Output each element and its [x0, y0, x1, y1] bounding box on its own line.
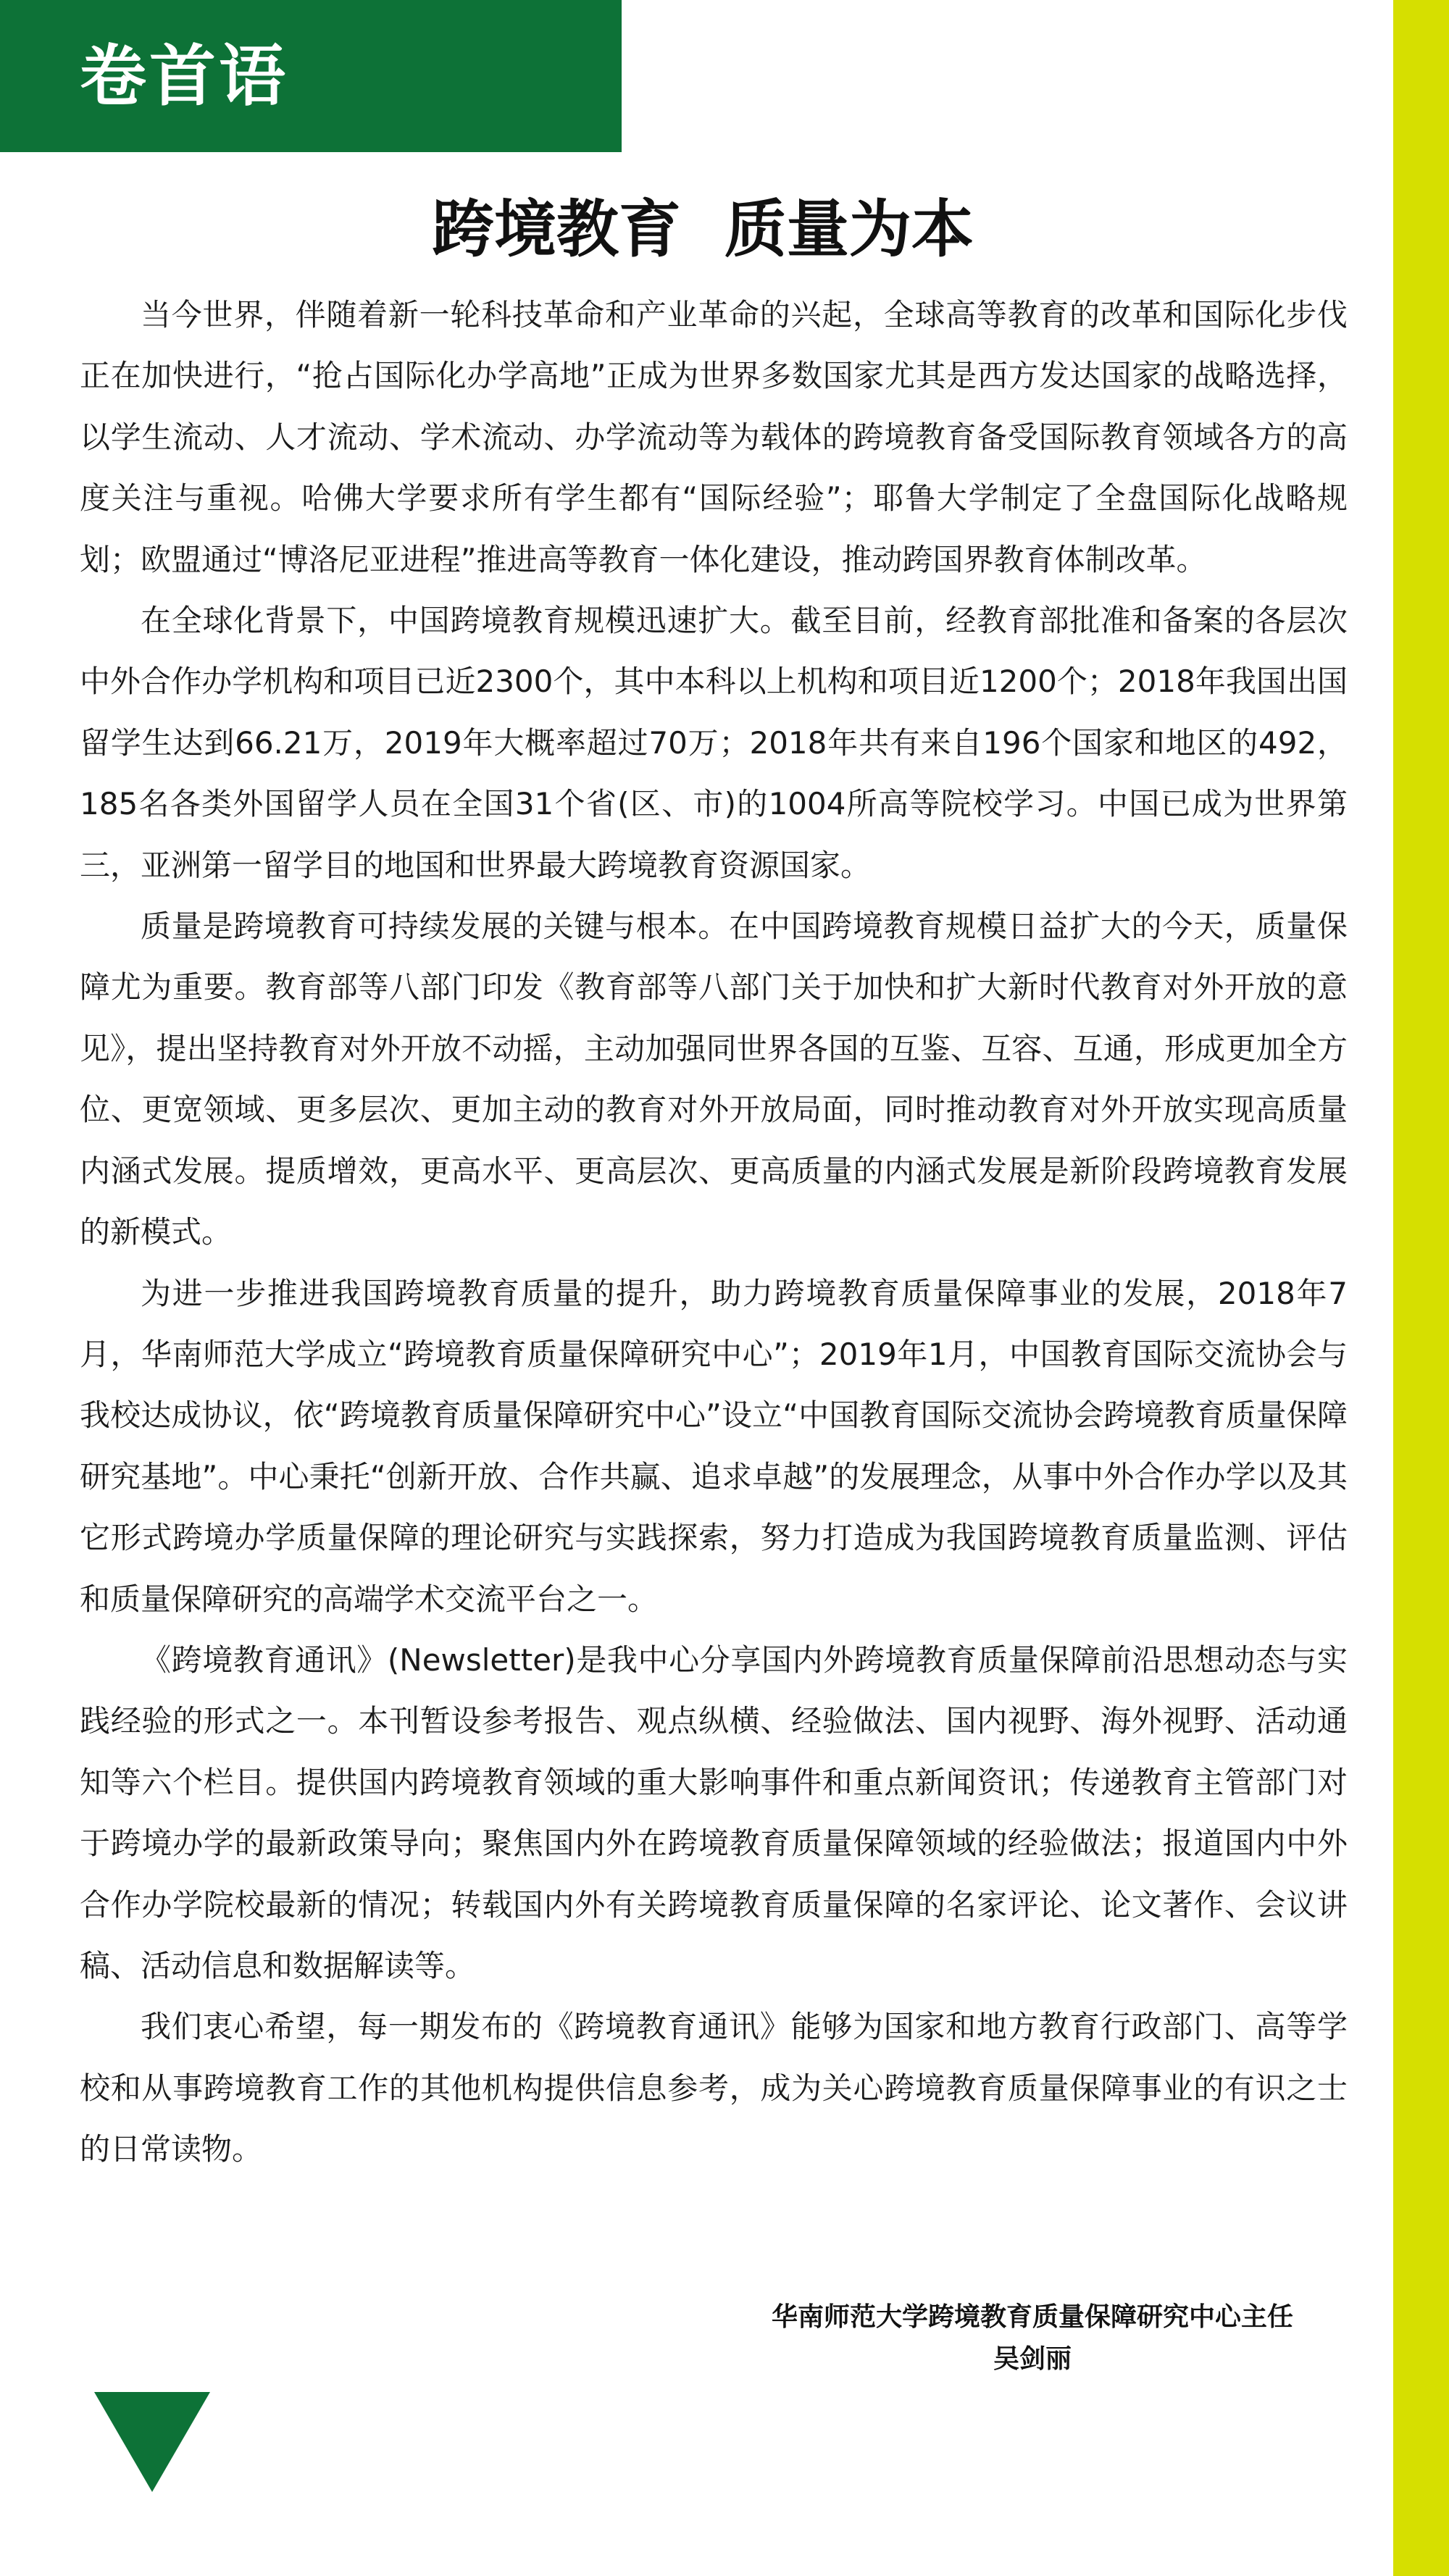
side-accent-strip	[1393, 0, 1449, 2576]
article-paragraph: 当今世界，伴随着新一轮科技革命和产业革命的兴起，全球高等教育的改革和国际化步伐正在加快进行，“抢占国际化办学高地”正成为世界多数国家尤其是西方发达国家的战略选择，以学生流动、人才流动、学术流动、办学流动等为载体的跨境教育备受国际教育领域各方的高度关注与重视。哈佛大学要求所有学生都有“国际经验”；耶鲁大学制定了全盘国际化战略规划；欧盟通过“博洛尼亚进程”推进高等教育一体化建设，推动跨国界教育体制改革。	[80, 297, 1348, 577]
article-paragraph: 在全球化背景下，中国跨境教育规模迅速扩大。截至目前，经教育部批准和备案的各层次中外合作办学机构和项目已近2300个，其中本科以上机构和项目近1200个；2018年我国出国留学生达到66.21万，2019年大概率超过70万；2018年共有来自196个国家和地区的492，185名各类外国留学人员在全国31个省(区、市)的1004所高等院校学习。中国已成为世界第三，亚洲第一留学目的地国和世界最大跨境教育资源国家。	[80, 603, 1348, 883]
article-body	[80, 285, 1348, 2180]
article-paragraph: 为进一步推进我国跨境教育质量的提升，助力跨境教育质量保障事业的发展，2018年7月，华南师范大学成立“跨境教育质量保障研究中心”；2019年1月，中国教育国际交流协会与我校达成协议，依“跨境教育质量保障研究中心”设立“中国教育国际交流协会跨境教育质量保障研究基地”。中心秉托“创新开放、合作共赢、追求卓越”的发展理念，从事中外合作办学以及其它形式跨境办学质量保障的理论研究与实践探索，努力打造成为我国跨境教育质量监测、评估和质量保障研究的高端学术交流平台之一。	[80, 1275, 1348, 1617]
author-signature	[724, 2296, 1340, 2380]
article-paragraph: 《跨境教育通讯》(Newsletter)是我中心分享国内外跨境教育质量保障前沿思想动态与实践经验的形式之一。本刊暂设参考报告、观点纵横、经验做法、国内视野、海外视野、活动通知等六个栏目。提供国内跨境教育领域的重大影响事件和重点新闻资讯；传递教育主管部门对于跨境办学的最新政策导向；聚焦国内外在跨境教育质量保障领域的经验做法；报道国内中外合作办学院校最新的情况；转载国内外有关跨境教育质量保障的名家评论、论文著作、会议讲稿、活动信息和数据解读等。	[80, 1642, 1348, 1983]
author-position: 华南师范大学跨境教育质量保障研究中心主任	[771, 2302, 1293, 2332]
triangle-decoration-icon	[94, 2392, 210, 2492]
section-header-banner	[0, 0, 622, 152]
article-paragraph: 质量是跨境教育可持续发展的关键与根本。在中国跨境教育规模日益扩大的今天，质量保障尤为重要。教育部等八部门印发《教育部等八部门关于加快和扩大新时代教育对外开放的意见》，提出坚持教育对外开放不动摇，主动加强同世界各国的互鉴、互容、互通，形成更加全方位、更宽领域、更多层次、更加主动的教育对外开放局面，同时推动教育对外开放实现高质量内涵式发展。提质增效，更高水平、更高层次、更高质量的内涵式发展是新阶段跨境教育发展的新模式。	[80, 908, 1348, 1250]
author-name: 吴剑丽	[993, 2344, 1072, 2374]
article-title: 跨境教育 质量为本	[432, 193, 974, 266]
article-paragraph: 我们衷心希望，每一期发布的《跨境教育通讯》能够为国家和地方教育行政部门、高等学校和从事跨境教育工作的其他机构提供信息参考，成为关心跨境教育质量保障事业的有识之士的日常读物。	[80, 2009, 1348, 2167]
section-label: 卷首语	[80, 37, 289, 115]
